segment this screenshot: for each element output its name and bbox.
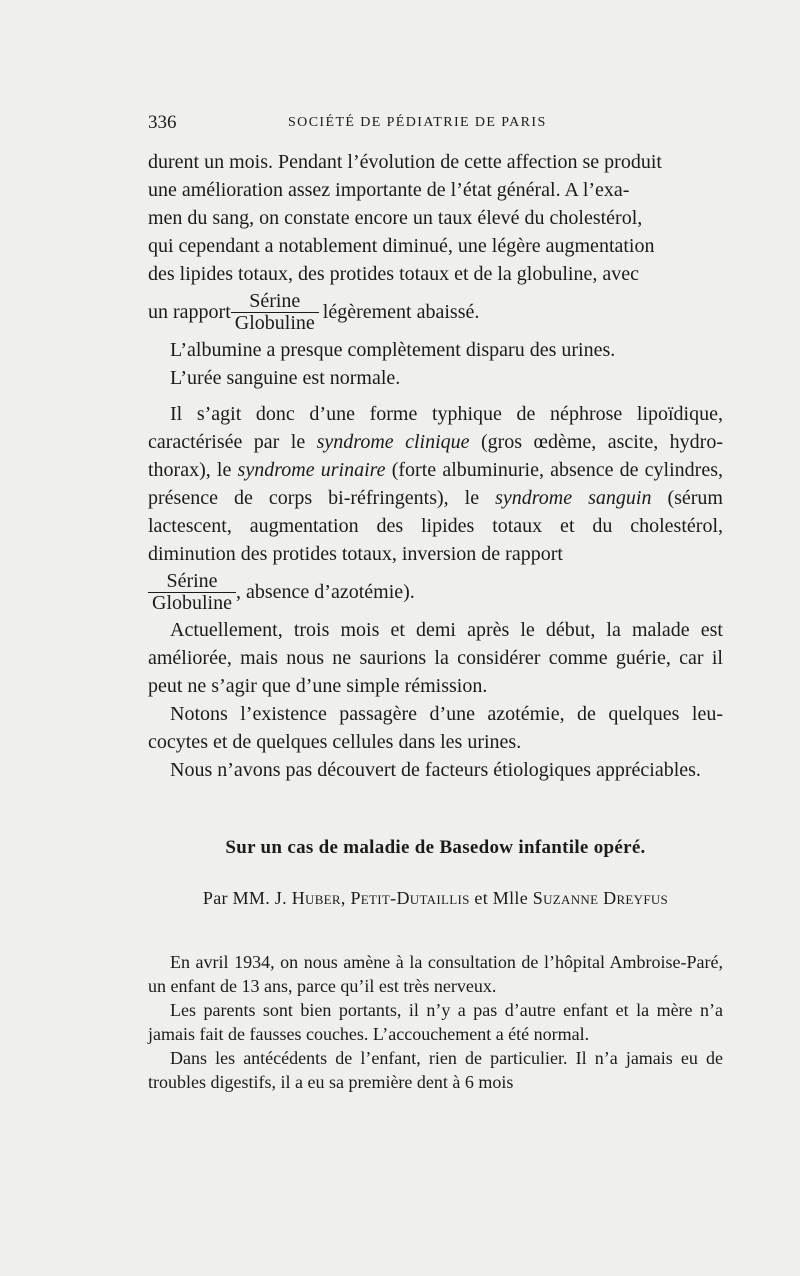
author-name: Petit-Dutaillis [350,888,470,908]
paragraph-parents: Les parents sont bien portants, il n’y a pas d’autre enfant et la mère n’a jamais fait de fausses couches. L’accouchement a été normal. [148,1000,723,1044]
italic-term: syndrome clinique [316,431,470,453]
serine-globuline-fraction [231,291,319,334]
text-run: Il s’agit donc d’une forme typhique de néphrose lipoïdique, caractérisée par le [148,403,723,453]
fraction-denominator: Globuline [234,311,315,334]
paragraph-consultation: En avril 1934, on nous amène à la consultation de l’hôpital Ambroise-Paré, un enfant de 13 ans, parce qu’il est très nerveux. [148,952,723,996]
authors-separator: et Mlle [469,888,533,908]
paragraph-nephrose [148,400,723,568]
ratio-line [148,288,723,336]
fraction-numerator: Sérine [231,291,319,313]
italic-term: syndrome sanguin [495,487,652,509]
ratio-prefix: un rapport [148,301,231,323]
page-number: 336 [148,112,177,133]
ratio-suffix: légèrement abaissé. [322,301,480,323]
author-name: Suzanne Dreyfus [532,888,669,908]
ratio-line [148,568,723,616]
paragraph-line: men du sang, on constate encore un taux élevé du cholestérol, [148,207,643,229]
article-body [148,950,723,1094]
article-authors [148,884,723,912]
main-text [148,148,723,1094]
ratio-tail: , absence d’azotémie). [236,581,415,603]
italic-term: syndrome urinaire [237,459,386,481]
paragraph-antecedents: Dans les antécédents de l’enfant, rien de particulier. Il n’a jamais eu de troubles digestifs, il a eu sa première dent à 6 mois [148,1048,723,1092]
paragraph-uree: L’urée sanguine est normale. [170,367,401,389]
fraction-denominator: Globuline [152,591,232,614]
paragraph-actuellement: Actuellement, trois mois et demi après le début, la malade est améliorée, mais nous ne saurions la considérer comme guérie, car il peut ne s’agir que d’une simple rémission. [148,619,723,697]
author-name: Huber [291,888,341,908]
text-run: (sérum lactescent, augmentation des lipides totaux et du cholestérol, diminution des protides totaux, inversion de rapport [148,487,723,565]
text-run: (forte albuminurie, absence de cylindres, présence de corps bi-réfringents), le [148,459,723,509]
authors-prefix: Par MM. J. [202,888,292,908]
paragraph-line: qui cependant a notablement diminué, une légère augmentation [148,235,655,257]
paragraph-line: une amélioration assez importante de l’état général. A l’exa- [148,179,630,201]
serine-globuline-fraction [148,571,236,614]
paragraph-azotemie: Notons l’existence passagère d’une azotémie, de quelques leucocytes et de quelques cellules dans les urines. [148,703,723,753]
text-run: (gros œdème, ascite, hydrothorax), le [148,431,723,481]
fraction-numerator: Sérine [148,571,236,593]
running-title: SOCIÉTÉ DE PÉDIATRIE DE PARIS [288,115,547,130]
paragraph-line: durent un mois. Pendant l’évolution de cette affection se produit [148,151,662,173]
paragraph-facteurs: Nous n’avons pas découvert de facteurs étiologiques appréciables. [170,759,701,781]
paragraph-line: des lipides totaux, des protides totaux et de la globuline, avec [148,263,639,285]
article-heading: Sur un cas de maladie de Basedow infantile opéré. [225,837,646,858]
running-header [148,112,723,138]
paragraph-albumine: L’albumine a presque complètement disparu des urines. [170,339,616,361]
authors-separator: , [340,888,351,908]
